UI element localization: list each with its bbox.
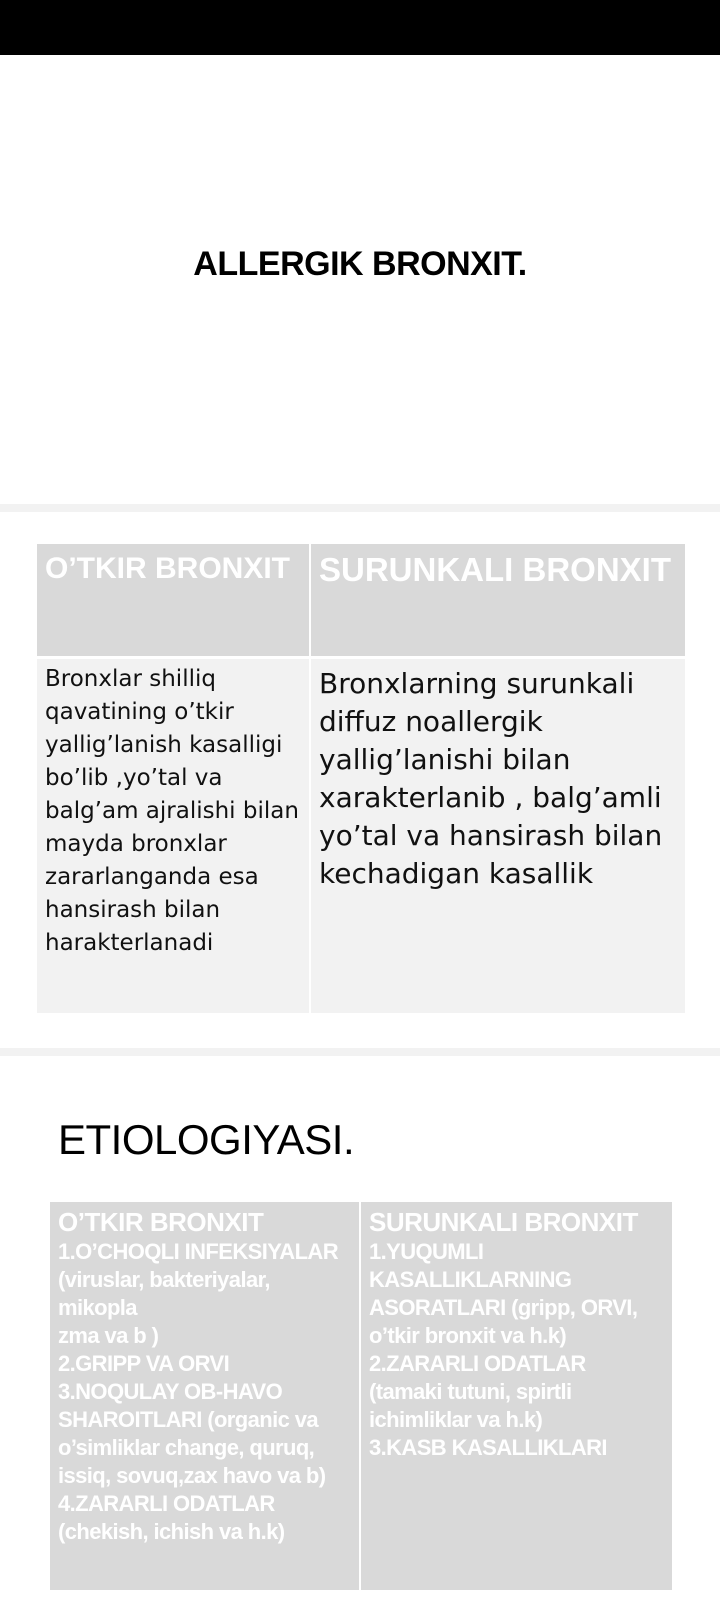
list-item: zma va b )	[58, 1323, 159, 1348]
list-item: 2.GRIPP VA ORVI	[58, 1351, 230, 1376]
table-header-acute: O’TKIR BRONXIT	[37, 544, 309, 656]
slide-title: ETIOLOGIYASI.	[58, 1116, 355, 1163]
slide-title: ALLERGIK BRONXIT.	[193, 245, 527, 283]
slide-2[interactable]	[0, 512, 720, 1048]
list-item: 1.YUQUMLI KASALLIKLARNING ASORATLARI (gripp, ORVI, o’tkir bronxit va h.k)	[369, 1239, 638, 1348]
top-status-bar	[0, 0, 720, 55]
column-header: SURUNKALI BRONXIT	[369, 1207, 638, 1237]
etiology-chronic-column	[361, 1202, 672, 1590]
slide-3[interactable]	[0, 1056, 720, 1600]
list-item: 4.ZARARLI ODATLAR (chekish, ichish va h.k)	[58, 1491, 285, 1544]
slide-1[interactable]	[0, 55, 720, 504]
etiology-acute-column	[50, 1202, 359, 1590]
list-item: 3.KASB KASALLIKLARI	[369, 1435, 607, 1460]
list-item: 2.ZARARLI ODATLAR (tamaki tutuni, spirtli ichimliklar va h.k)	[369, 1351, 586, 1432]
table-cell-chronic-definition: Bronxlarning surunkali diffuz noallergik yallig’lanishi bilan xarakterlanib , balg’amli yo’tal va hansirash bilan kechadigan kasallik	[311, 659, 685, 1013]
list-item: 3.NOQULAY OB-HAVO SHAROITLARI (organic va o’simliklar change, quruq, issiq, sovuq,zax havo va b)	[58, 1379, 326, 1488]
table-cell-acute-definition: Bronxlar shilliq qavatining o’tkir yallig’lanish kasalligi bo’lib ,yo’tal va balg’am ajralishi bilan mayda bronxlar zararlanganda esa hansirash bilan harakterlanadi	[37, 659, 309, 1013]
column-header: O’TKIR BRONXIT	[58, 1207, 264, 1237]
table-header-chronic: SURUNKALI BRONXIT	[311, 544, 685, 656]
list-item: 1.O’CHOQLI INFEKSIYALAR (viruslar, bakteriyalar, mikopla	[58, 1239, 338, 1320]
